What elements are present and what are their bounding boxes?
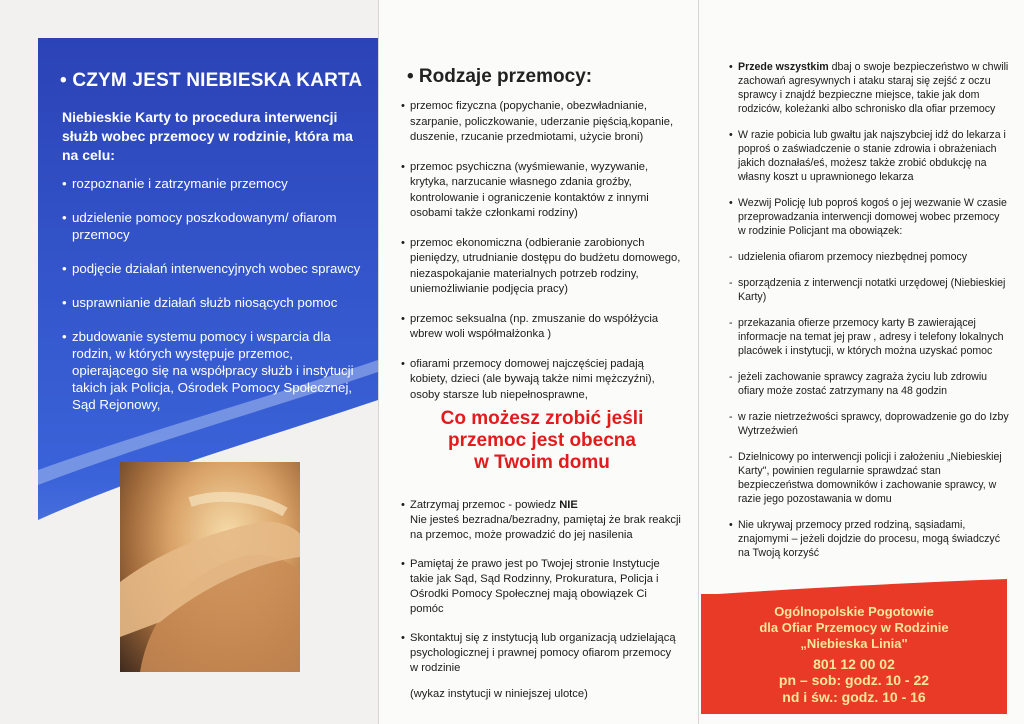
duty-item: - sporządzenia z interwencji notatki urzędowej (Niebieskiej Karty) (729, 276, 1009, 304)
what-to-do-heading (399, 408, 685, 474)
list-item: • ofiarami przemocy domowej najczęściej padają kobiety, dzieci (ale bywają także nimi mężczyźni), osoby starsze lub niepełnosprawne, (401, 357, 681, 404)
duty-item: - przekazania ofierze przemocy karty B zawierającej informacje na temat jej praw , adresy i telefony lokalnych placówek i instytucji, w których można uzyskać pomoc (729, 316, 1009, 358)
duty-item: - w razie nietrzeźwości sprawcy, doprowadzenie go do Izby Wytrzeźwień (729, 410, 1009, 438)
heading-line: przemoc jest obecna (448, 430, 636, 451)
heading-line: w Twoim domu (474, 452, 610, 473)
list-item: • Wezwij Policję lub poproś kogoś o jej wezwanie W czasie przeprowadzania interwencji domowej wobec przemocy w rodzinie Policjant ma obowiązek: (729, 196, 1009, 238)
item-text: Skontaktuj się z instytucją lub organizacją udzielającą psychologicznej i prawnej pomocy ofiarom przemocy w rodzinie (410, 632, 676, 674)
item-text: Pamiętaj że prawo jest po Twojej stronie Instytucje takie jak Sąd, Sąd Rodzinny, Prokuratura, Policja i Ośrodki Pomocy Społecznej mają obowiązek Ci pomóc (410, 558, 660, 615)
item-text: Zatrzymaj przemoc - powiedz (410, 499, 560, 511)
list-item: • przemoc ekonomiczna (odbieranie zarobionych pieniędzy, utrudnianie dostępu do budżetu domowego, niezaspokajanie materialnych potrzeb rodziny, uniemożliwianie podjęcia pracy) (401, 236, 681, 298)
list-item: • W razie pobicia lub gwałtu jak najszybciej idź do lekarza i poproś o zaświadczenie o stanie zdrowia i obrażeniach jakich doznałaś/eś, możesz także zrobić obdukcję na własny koszt u uprawnionego lekarza (729, 128, 1009, 184)
list-item (729, 60, 1009, 116)
violence-types-heading: • Rodzaje przemocy: (407, 66, 593, 87)
hands-illustration (120, 462, 300, 672)
item-text: Nie jesteś bezradna/bezradny, pamiętaj że brak reakcji na przemoc, może prowadzić do jej nasilenia (410, 514, 681, 541)
middle-panel (378, 0, 699, 724)
hotline-name: Ogólnopolskie Pogotowie (774, 604, 934, 619)
duty-item: - Dzielnicowy po interwencji policji i założeniu „Niebieskiej Karty", powinien regularnie sprawdzać stan bezpieczeństwa domowników i zachowanie sprawcy, w razie jego pozostawania w domu (729, 450, 1009, 506)
item-emphasis: NIE (559, 499, 578, 511)
hands-photo (120, 462, 300, 672)
hotline-hours: pn – sob: godz. 10 - 22 (778, 672, 930, 688)
panel-title: • CZYM JEST NIEBIESKA KARTA (60, 70, 363, 91)
goals-list (62, 175, 362, 430)
list-item: • zbudowanie systemu pomocy i wsparcia dla rodzin, w których występuje przemoc, opierającego się na współpracy służb i instytucji takich jak Policja, Ośrodek Pomocy Społecznej, Sąd Rejonowy, (62, 328, 362, 413)
institutions-note: (wykaz instytucji w niniejszej ulotce) (410, 688, 588, 700)
intro-text: Niebieskie Karty to procedura interwencji służb wobec przemocy w rodzinie, która ma na celu: (62, 109, 353, 163)
list-item: • przemoc psychiczna (wyśmiewanie, wyzywanie, krytyka, narzucanie własnego zdania groźby, kontrolowanie i ograniczenie kontaktów z innymi osobami także członkami rodziny) (401, 160, 681, 222)
right-panel (698, 0, 1024, 724)
list-item (401, 498, 681, 543)
list-item: • przemoc seksualna (np. zmuszanie do współżycia wbrew woli współmałżonka ) (401, 312, 681, 343)
duty-item: - jeżeli zachowanie sprawcy zagraża życiu lub zdrowiu ofiary może zostać zatrzymany na 48 godzin (729, 370, 1009, 398)
item-emphasis: Przede wszystkim (738, 61, 829, 73)
list-item: • udzielenie pomocy poszkodowanym/ ofiarom przemocy (62, 209, 362, 243)
list-item (401, 631, 681, 676)
list-item: • Nie ukrywaj przemocy przed rodziną, sąsiadami, znajomymi – jeżeli dojdzie do procesu, mogą świadczyć na Twoją korzyść (729, 518, 1009, 560)
list-item (401, 557, 681, 617)
hotline-hours: nd i św.: godz. 10 - 16 (782, 689, 926, 705)
item-text: dbaj o swoje bezpieczeństwo w chwili zachowań agresywnych i ataku staraj się zejść z oczu sprawcy i znajdź bezpieczne miejsce, takie jak dom rodziców, koleżanki albo schronisko dla ofiar przemocy (738, 61, 1009, 115)
list-item: • przemoc fizyczna (popychanie, obezwładnianie, szarpanie, policzkowanie, uderzanie pięścią,kopanie, duszenie, rzucanie przedmiotami, użycie broni) (401, 99, 681, 146)
list-item: • usprawnianie działań służb niosących pomoc (62, 294, 362, 311)
hotline-name: dla Ofiar Przemocy w Rodzinie (759, 620, 949, 635)
violence-types-list (401, 99, 681, 417)
hotline-name: „Niebieska Linia" (800, 636, 908, 651)
advice-list (729, 60, 1009, 572)
hotline-box (701, 594, 1007, 714)
left-panel (0, 0, 378, 724)
help-list (401, 498, 681, 690)
red-wave-decoration (701, 579, 1007, 595)
hotline-phone[interactable]: 801 12 00 02 (813, 656, 895, 672)
heading-line: Co możesz zrobić jeśli (440, 408, 644, 429)
list-item: • podjęcie działań interwencyjnych wobec sprawcy (62, 260, 362, 277)
list-item: • rozpoznanie i zatrzymanie przemocy (62, 175, 362, 192)
duty-item: - udzielenia ofiarom przemocy niezbędnej pomocy (729, 250, 1009, 264)
